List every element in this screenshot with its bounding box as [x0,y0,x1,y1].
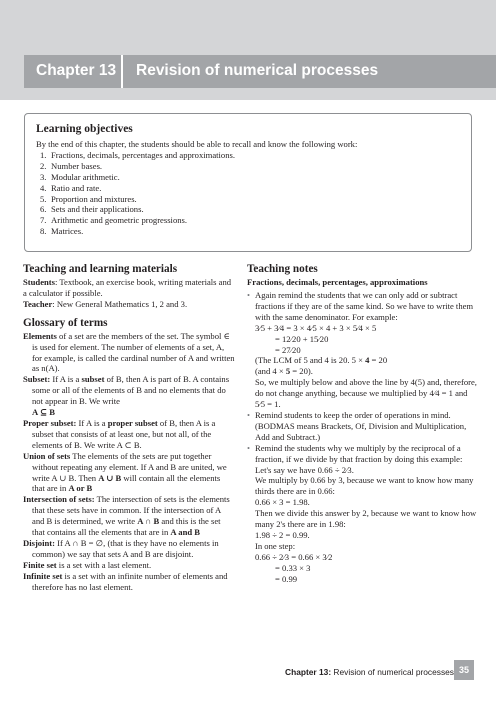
glossary-infinite-set: Infinite set is a set with an infinite number of elements and therefore has no last element. [23,570,228,592]
materials-heading: Teaching and learning materials [23,263,178,275]
objective-item: 1. Fractions, decimals, percentages and approximations. [40,149,235,160]
so-text: So, we multiply below and above the line by 4(5) and, therefore, do not change anything, because we multiplied by 4⁄4 = 1 and 5⁄5 = 1. [255,377,477,410]
math-line: 3⁄5 + 3⁄4 = 3 × 4⁄5 × 4 + 3 × 5⁄4 × 5 [255,322,377,333]
chapter-title: Revision of numerical processes [136,62,379,79]
learning-objectives-box [24,113,472,252]
bullet-reciprocal: • Remind the students why we multiply by the reciprocal of a fraction, if we divide by that fraction by doing this example: [247,442,463,464]
math-line: = 0.33 × 3 [275,562,311,573]
math-line: = 0.99 [275,573,298,584]
glossary-proper-subset: Proper subset: If A is a proper subset of B, then A is a subset that consists of at least one, but not all, of the elements of B. We write A ⊂ B. [23,417,216,450]
glossary-heading: Glossary of terms [23,316,108,329]
bullet-bodmas: • Remind students to keep the order of operations in mind. (BODMAS means Brackets, Of, Division and Multiplication, Add and Subtract.) [247,409,467,442]
objectives-intro: By the end of this chapter, the students should be able to recall and know the following work: [36,139,358,149]
notes-subheading: Fractions, decimals, percentages, approximations [247,277,428,287]
objective-item: 3. Modular arithmetic. [40,171,120,182]
objective-item: 5. Proportion and mixtures. [40,193,137,204]
example-line: Let's say we have 0.66 ÷ 2⁄3. [255,464,354,475]
glossary-elements: Elements of a set are the members of the set. The symbol ∈ is used for element. The number of elements of a set, A, for example, is called the cardinal number of A and written as n(A). [23,330,235,374]
objective-item: 8. Matrices. [40,226,84,237]
right-column [247,263,477,584]
notes-heading: Teaching notes [247,263,318,275]
objectives-heading: Learning objectives [36,123,133,135]
glossary-disjoint: Disjoint: If A ∩ B = ∅, (that is they have no elements in common) we say that sets A and B are disjoint. [23,537,219,559]
math-line: = 27⁄20 [275,344,301,355]
glossary-union: Union of sets The elements of the sets are put together without repeating any element. If A and B are united, we write A ∪ B. Then A ∪ B will contain all the elements that are in A or B [23,450,227,494]
bullet-fractions: • Again remind the students that we can only add or subtract fractions if they are of the same kind. So we have to write them with the same denominator. For example: [247,290,474,322]
objectives-list [36,150,471,237]
objective-item: 4. Ratio and rate. [40,182,102,193]
title-divider [121,55,123,88]
page-number: 35 [454,660,474,680]
left-column [23,263,235,592]
teacher-materials: Teacher: New General Mathematics 1, 2 and 3. [23,298,188,309]
objective-item: 6. Sets and their applications. [40,204,144,215]
math-line: = 12⁄20 + 15⁄20 [275,333,329,344]
objective-item: 2. Number bases. [40,160,103,171]
example-line: In one step: [255,540,296,551]
glossary-finite-set: Finite set is a set with a last element. [23,559,152,570]
students-materials: Students: Textbook, an exercise book, writing materials and a calculator if possible. [23,277,232,298]
bullet-icon: • [247,442,251,453]
glossary-subset: Subset: If A is a subset of B, then A is part of B. A contains some or all of the elements of B and no elements that do not appear in B. We write A ⊆ B [23,374,230,418]
example-line: 1.98 ÷ 2 = 0.99. [255,529,310,540]
example-line: 0.66 × 3 = 1.98. [255,497,310,508]
objective-item: 7. Arithmetic and geometric progressions. [40,215,188,226]
bullet-icon: • [247,409,251,420]
chapter-label: Chapter 13 [36,62,117,79]
math-line: 0.66 ÷ 2⁄3 = 0.66 × 3⁄2 [255,551,333,562]
example-line: We multiply by 0.66 by 3, because we want to know how many thirds there are in 0.66: [255,475,474,497]
footer-running-title: Chapter 13: Revision of numerical processes [285,667,454,677]
lcm-note: (The LCM of 5 and 4 is 20. 5 × 4 = 20 (and 4 × 5 = 20). [255,355,388,377]
bullet-icon: • [247,290,251,300]
example-line: Then we divide this answer by 2, because we want to know how many 2's there are in 1.98: [255,508,477,530]
glossary-intersection: Intersection of sets: The intersection of sets is the elements that these sets have in common. If the intersection of A and B is determined, we write A ∩ B and this is the set that contains all the elements that are in A and B [23,494,230,538]
